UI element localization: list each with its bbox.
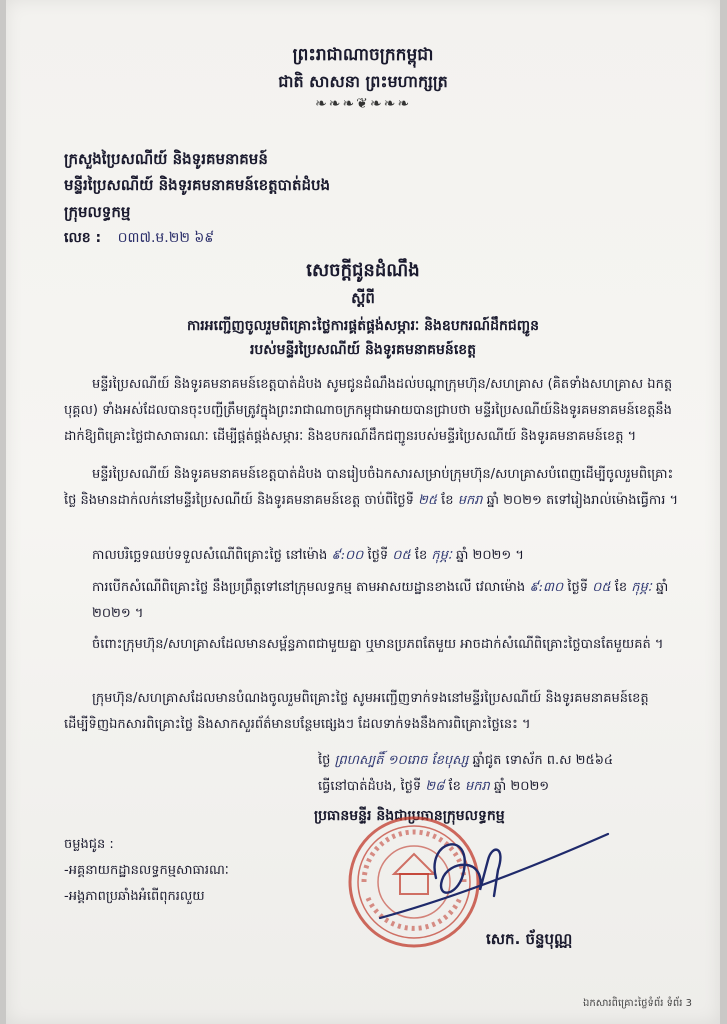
body-paragraph-4 [92,575,684,627]
handwritten-day: ២៥ [417,493,438,508]
p2-text-b: ខែ [437,493,458,508]
handwritten-signature [376,800,616,930]
body-paragraph-6: ក្រុមហ៊ុន/សហគ្រាសដែលមានបំណងចូលរួមពិគ្រោះថ្លៃ សូមអញ្ជើញទាក់ទងនៅមន្ទីរប្រៃសណីយ៍ និងទូរគមនាគមន៍ខេត្ត ដើម្បីទិញឯកសារពិគ្រោះថ្លៃ និងសាកសួរព័ត៌មានបន្ថែមផ្សេងៗ ដែលទាក់ទងនឹងការពិគ្រោះថ្លៃនេះ ។ [64,691,649,732]
ministry-name: ក្រសួងប្រៃសណីយ៍ និងទូរគមនាគមន៍ [64,150,268,168]
handwritten-day: ០៥ [592,580,611,595]
body-paragraph-2 [64,462,684,514]
handwritten-month: កុម្ភៈ [631,580,652,595]
notice-title: សេចក្តីជូនដំណឹង [306,260,420,281]
body-paragraph-1: មន្ទីរប្រៃសណីយ៍ និងទូរគមនាគមន៍ខេត្តបាត់ដំបង សូមជូនដំណឹងដល់បណ្តាក្រុមហ៊ុន/សហគ្រាស (គិតទាំងសហគ្រាស ឯកត្តបុគ្គល) ទាំងអស់ដែលបានចុះបញ្ជីត្រឹមត្រូវក្នុងព្រះរាជាណាចក្រកម្ពុជាអោយបានជ្រាបថា មន្ទីរប្រៃសណីយ៍និងទូរគមនាគមន៍ខេត្តនឹងដាក់ឱ្យពិគ្រោះថ្លៃជាសាធារណៈ ដើម្បីផ្គត់ផ្គង់សម្ភារៈ និងឧបករណ៍ដឹកជញ្ជូនរបស់មន្ទីរប្រៃសណីយ៍ និងទូរគមនាគមន៍ខេត្ត ។ [64,377,673,444]
handwritten-month: កុម្ភៈ [431,548,452,563]
p3-text-b: ថ្ងៃទី [363,548,393,563]
handwritten-time: ៩:០០ [331,548,364,563]
p2-text-c: ឆ្នាំ ២០២១ តទៅរៀងរាល់ម៉ោងធ្វើការ ។ [482,493,679,508]
notice-about: ស្តីពី [351,289,375,307]
cc-recipient: -អង្គភាពប្រឆាំងអំពើពុករលួយ [64,889,205,904]
p3-text-d: ឆ្នាំ ២០២១ ។ [451,548,524,563]
ornament-divider: ❧❧❧❦❧❧❧ [314,96,412,112]
lunar-text-a: ថ្ងៃ [318,753,335,768]
reference-value: ០៣៧.ម.២២ ៦៩ [117,230,215,246]
handwritten-month: មករា [465,779,490,794]
body-paragraph-5: ចំពោះក្រុមហ៊ុន/សហគ្រាសដែលមានសម្ព័ន្ធភាពជាមួយគ្នា ឬមានប្រភពតែមួយ អាចដាក់សំណើពិគ្រោះថ្លៃបានតែមួយគត់ ។ [92,637,664,652]
solar-text-c: ឆ្នាំ ២០២១ [489,779,550,794]
p3-text-c: ខែ [410,548,432,563]
reference-number [64,228,214,249]
kingdom-heading: ព្រះរាជាណាចក្រកម្ពុជា [292,45,434,65]
reference-label: លេខ : [64,230,102,246]
handwritten-day: ២៨ [425,779,445,794]
lunar-date [318,752,613,771]
signatory-title: ប្រធានមន្ទីរ និងជាប្រធានក្រុមលទ្ធកម្ម [314,808,505,824]
department-name: មន្ទីរប្រៃសណីយ៍ និងទូរគមនាគមន៍ខេត្តបាត់ដំបង [64,176,331,194]
solar-text-a: ធ្វើនៅបាត់ដំបង, ថ្ងៃទី [318,779,426,794]
p4-text-a: ការបើកសំណើពិគ្រោះថ្លៃ នឹងប្រព្រឹត្តទៅនៅក្រុមលទ្ធកម្ម តាមអាសយដ្ឋានខាងលើ វេលាម៉ោង [92,580,530,595]
body-paragraph-3 [92,543,684,569]
cc-recipient: -អគ្គនាយកដ្ឋានលទ្ធកម្មសាធារណៈ [64,863,229,878]
signatory-name: សេក. ច័ន្ទបុណ្ណ [486,930,573,948]
handwritten-time: ៩:៣០ [529,580,564,595]
notice-subject-line1: ការអញ្ជើញចូលរួមពិគ្រោះថ្លៃការផ្គត់ផ្គង់សម្ភារៈ និងឧបករណ៍ដឹកជញ្ជូន [186,318,540,334]
signature-graphic [376,800,616,930]
procurement-committee: ក្រុមលទ្ធកម្ម [64,203,131,221]
handwritten-month: មករា [457,493,483,508]
p4-text-b: ថ្ងៃទី [563,580,593,595]
national-motto: ជាតិ សាសនា ព្រះមហាក្សត្រ [278,72,448,91]
solar-text-b: ខែ [444,779,465,794]
cc-heading: ចម្លងជូន : [64,837,114,852]
handwritten-lunar-day: ព្រហស្បតិ៍ ១០រោច ខែបុស្ស [334,753,469,768]
page-footer: ឯកសារពិគ្រោះថ្លៃទំព័រ ទំព័រ 3 [583,998,692,1009]
document-page [6,0,720,1024]
p2-text-a: មន្ទីរប្រៃសណីយ៍ និងទូរគមនាគមន៍ខេត្តបាត់ដំបង បានរៀបចំឯកសារសម្រាប់ក្រុមហ៊ុន/សហគ្រាសបំពេញដើម្បីចូលរួមពិគ្រោះថ្លៃ និងមានដាក់លក់នៅមន្ទីរប្រៃសណីយ៍ និងទូរគមនាគមន៍ខេត្ត ចាប់ពីថ្ងៃទី [64,467,674,508]
notice-subject-line2: របស់មន្ទីរប្រៃសណីយ៍ និងទូរគមនាគមន៍ខេត្ត [249,342,477,358]
handwritten-day: ០៥ [392,548,411,563]
solar-date [318,778,549,797]
lunar-text-b: ឆ្នាំជូត ទោស័ក ព.ស ២៥៦៤ [468,753,614,768]
p3-text-a: កាលបរិច្ឆេទឈប់ទទួលសំណើពិគ្រោះថ្លៃ នៅម៉ោង [92,548,332,563]
p4-text-d: ឆ្នាំ ២០២១ ។ [92,580,669,621]
p4-text-c: ខែ [610,580,632,595]
